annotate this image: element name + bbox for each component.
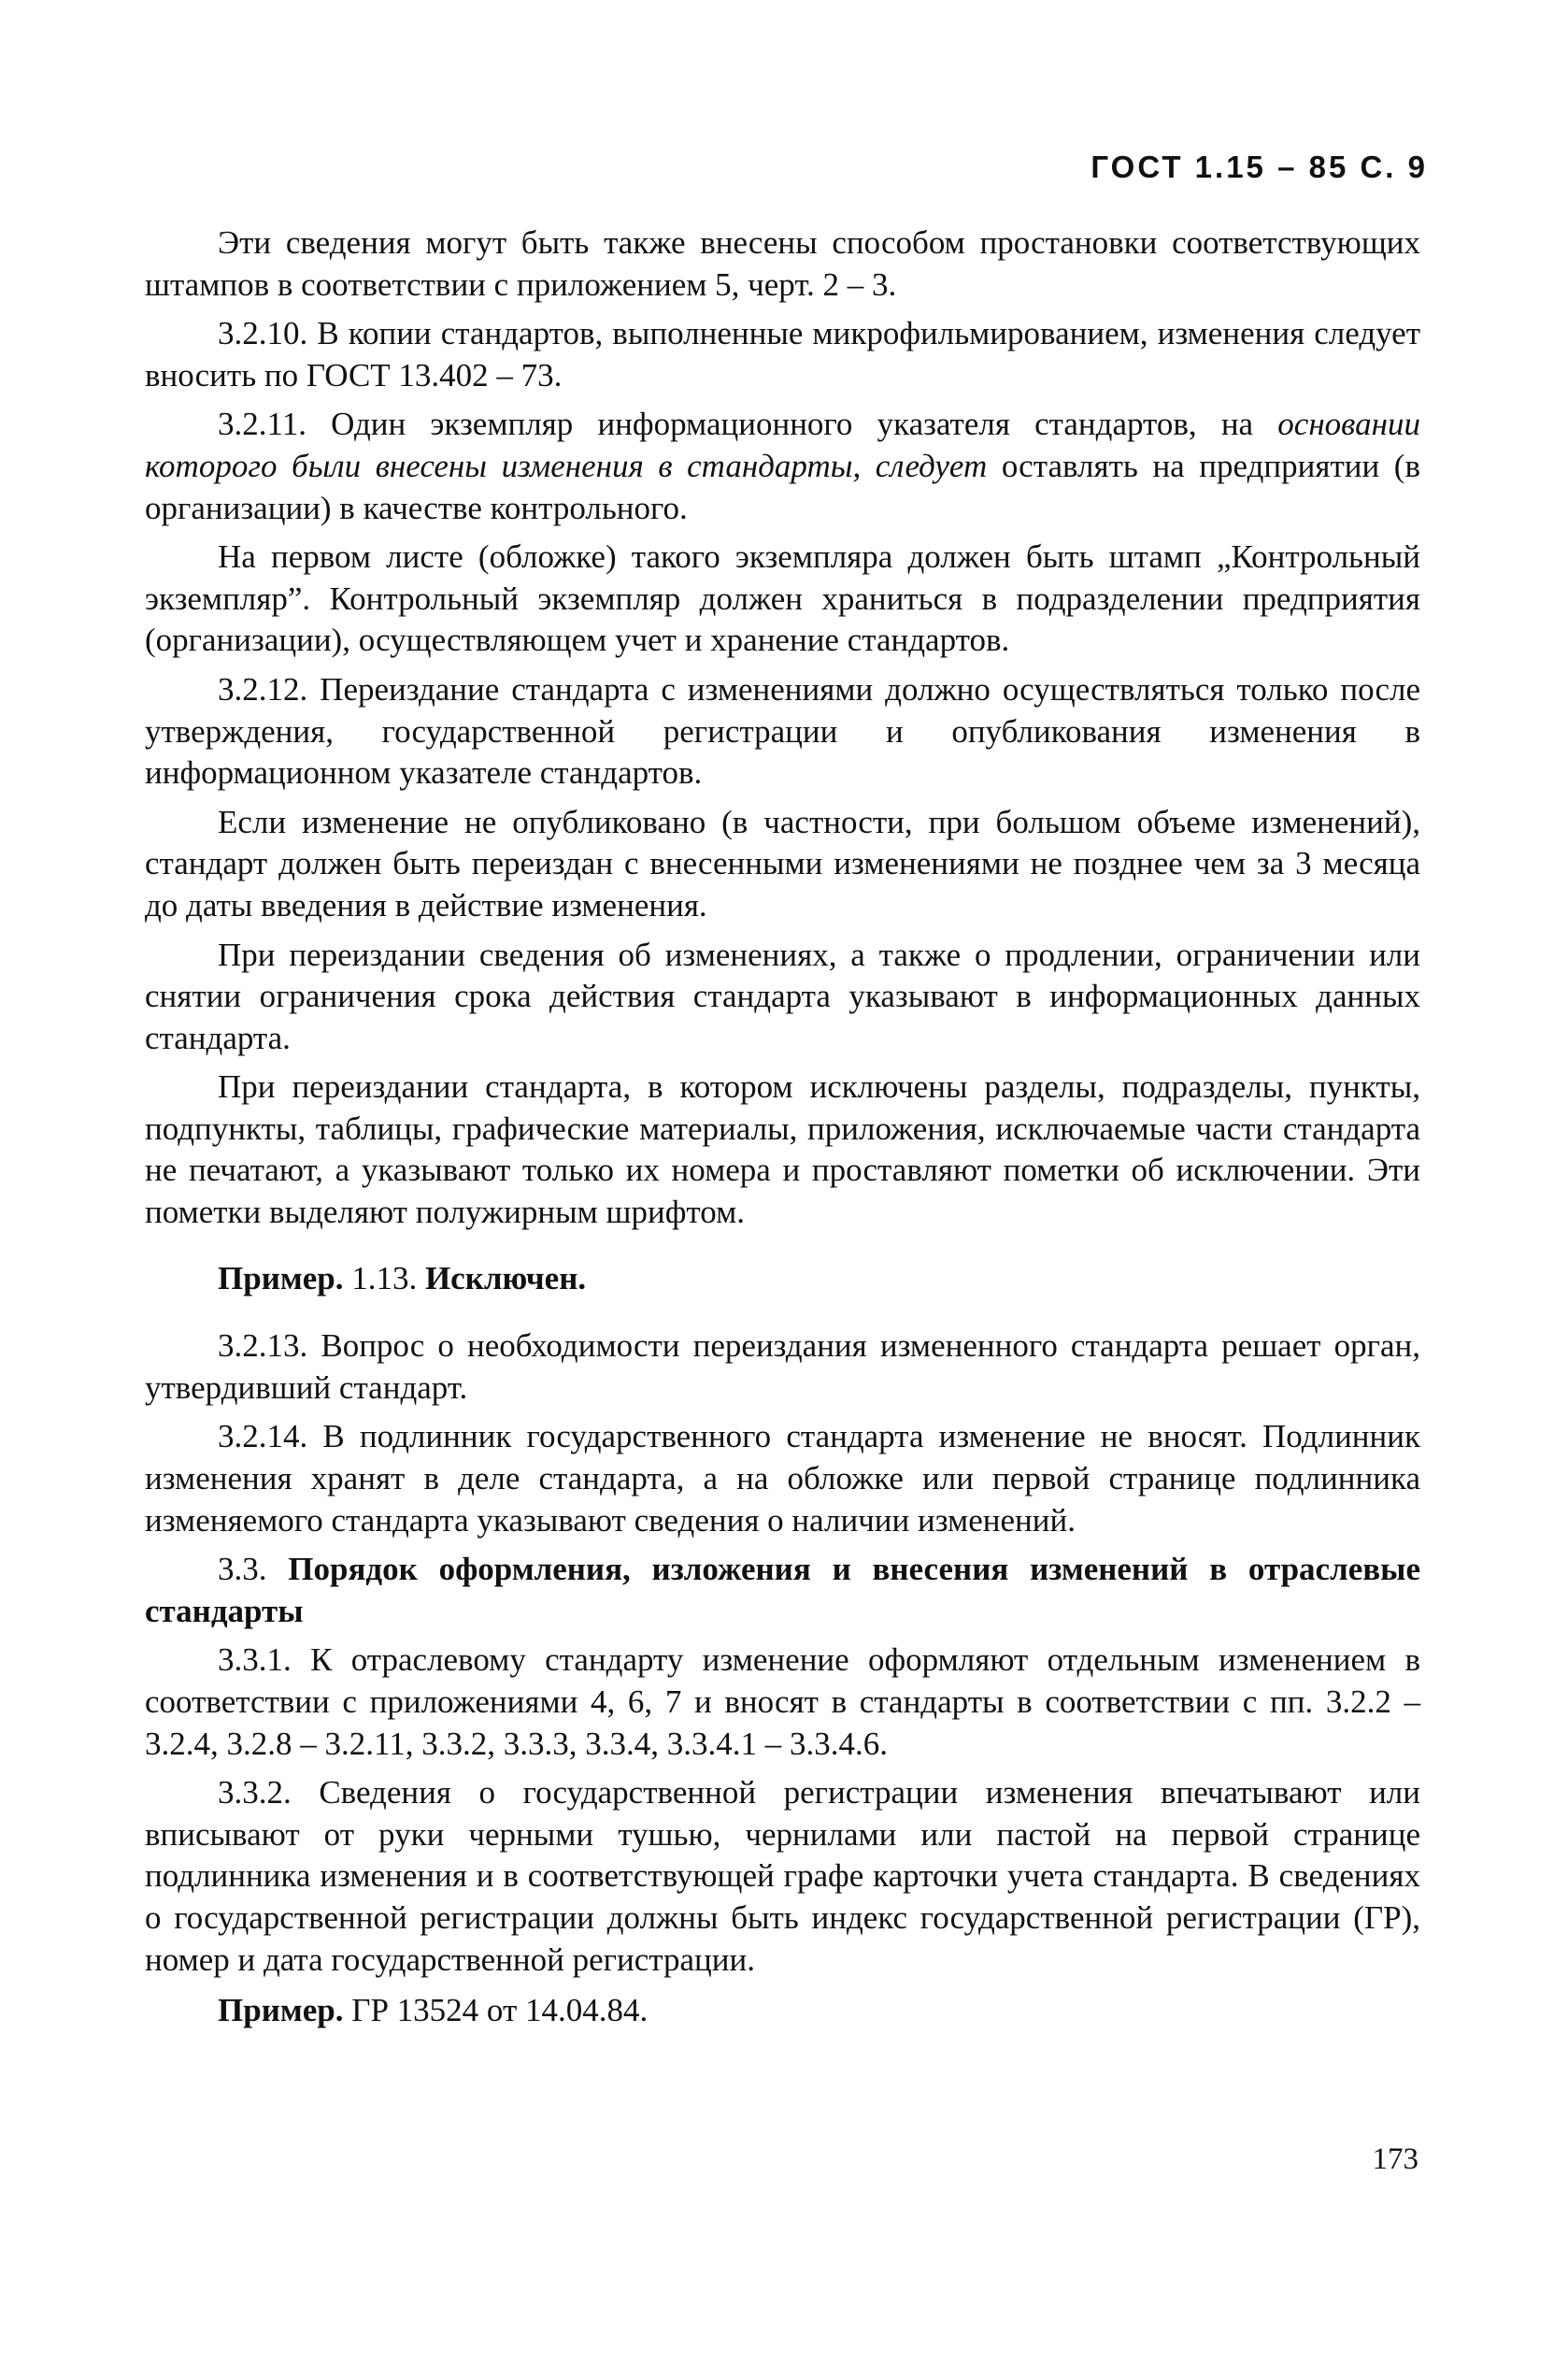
paragraph-3-2-13: 3.2.13. Вопрос о необходимости переиздания измененного стандарта решает орган, утвердивший стандарт.: [145, 1327, 1420, 1406]
running-header: ГОСТ 1.15 – 85 С. 9: [1090, 150, 1428, 184]
section-title: Порядок оформления, изложения и внесения изменений в отраслевые стандарты: [145, 1551, 1421, 1629]
example-1: [145, 1258, 1420, 1300]
paragraph-3-2-14: 3.2.14. В подлинник государственного стандарта изменение не вносят. Подлинник изменения хранят в деле стандарта, а на обложке или первой странице подлинника изменяемого стандарта указывают сведения о наличии изменений.: [145, 1418, 1420, 1539]
paragraph-3-3-1: 3.3.1. К отраслевому стандарту изменение оформляют отдельным изменением в соответствии с приложениями 4, 6, 7 и вносят в стандарты в соответствии с пп. 3.2.2 – 3.2.4, 3.2.8 – 3.2.11, 3.3.2, 3.3.3, 3.3.4, 3.3.4.1 – 3.3.4.6.: [145, 1641, 1420, 1762]
document-body: [145, 222, 1420, 2032]
example-label: Пример.: [218, 1259, 344, 1296]
paragraph-text: 3.2.11. Один экземпляр информационного указателя стандартов, на: [218, 406, 1278, 443]
paragraph: Если изменение не опубликовано (в частности, при большом объеме изменений), стандарт должен быть переиздан с внесенными изменениями не позднее чем за 3 месяца до даты введения в действие изменения.: [145, 803, 1420, 924]
page-number: 173: [1372, 2142, 1418, 2176]
section-heading-3-3: [145, 1549, 1420, 1632]
example-label: Пример.: [218, 1992, 344, 2029]
section-number: 3.3.: [218, 1551, 289, 1588]
italic-text: основании которого были внесены изменения в стандарты, следует: [145, 406, 1420, 484]
paragraph-3-2-11: [145, 404, 1420, 529]
paragraph: На первом листе (обложке) такого экземпляра должен быть штамп „Контрольный экземпляр”. Контрольный экземпляр должен храниться в подразделении предприятия (организации), осуществляющем учет и хранение стандартов.: [145, 538, 1420, 659]
paragraph-3-3-2: 3.3.2. Сведения о государственной регистрации изменения впечатывают или вписывают от руки черными тушью, чернилами или пастой на первой странице подлинника изменения и в соответствующей графе карточки учета стандарта. В сведениях о государственной регистрации должны быть индекс государственной регистрации (ГР), номер и дата государственной регистрации.: [145, 1774, 1420, 1978]
paragraph-3-2-10: 3.2.10. В копии стандартов, выполненные микрофильмированием, изменения следует вносить по ГОСТ 13.402 – 73.: [145, 315, 1420, 394]
example-2: [145, 1990, 1420, 2032]
paragraph: При переиздании сведения об изменениях, а также о продлении, ограничении или снятии ограничения срока действия стандарта указывают в информационных данных стандарта.: [145, 936, 1420, 1056]
example-bold-text: Исключен.: [424, 1259, 587, 1296]
paragraph: Эти сведения могут быть также внесены способом простановки соответствующих штампов в соответствии с приложением 5, черт. 2 – 3.: [145, 224, 1420, 303]
example-text: 1.13.: [343, 1259, 425, 1296]
paragraph-3-2-12: 3.2.12. Переиздание стандарта с изменениями должно осуществляться только после утверждения, государственной регистрации и опубликования изменения в информационном указателе стандартов.: [145, 670, 1420, 792]
paragraph: При переиздании стандарта, в котором исключены разделы, подразделы, пункты, подпункты, таблицы, графические материалы, приложения, исключаемые части стандарта не печатают, а указывают только их номера и проставляют пометки об исключении. Эти пометки выделяют полужирным шрифтом.: [145, 1068, 1420, 1231]
example-text: ГР 13524 от 14.04.84.: [343, 1992, 649, 2029]
paragraph-text: оставлять на предприятии (в организации) в качестве контрольного.: [145, 447, 1420, 526]
